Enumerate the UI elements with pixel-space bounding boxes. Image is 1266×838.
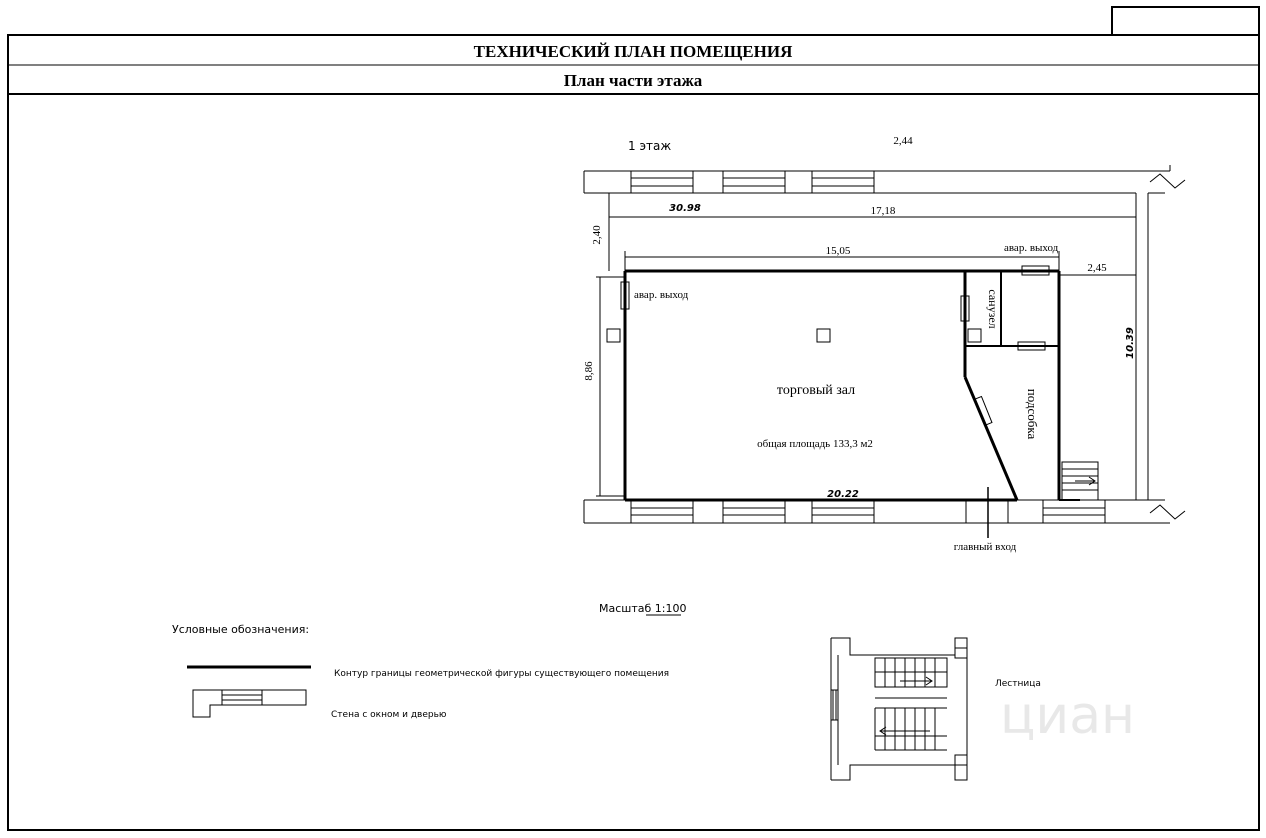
legend-title: Условные обозначения: [172,623,310,636]
bottom-windows [631,500,1105,523]
legend-contour-text: Контур границы геометрической фигуры существующего помещения [334,669,670,679]
wall-break-top [1150,165,1185,188]
floor-label: 1 этаж [628,139,672,153]
legend-wall-symbol [193,690,306,717]
legend-stairs-text: Лестница [995,679,1041,689]
room-wc: санузел [986,289,1000,329]
wall-break-bottom [1150,505,1185,519]
watermark: циан [1000,686,1136,746]
room-utility: подсобка [1025,388,1040,440]
columns [607,329,981,342]
dim-top-outer: 2,44 [893,135,913,147]
emergency-exit-top: авар. выход [1004,242,1059,254]
dim-room-depth: 8,86 [583,361,595,381]
dim-right-depth: 10.39 [1125,327,1136,359]
right-wall [1136,193,1165,500]
dim-building-length: 30.98 [669,203,701,214]
room-total-area: общая площадь 133,3 м2 [757,438,873,450]
page-title: ТЕХНИЧЕСКИЙ ПЛАН ПОМЕЩЕНИЯ [473,42,793,61]
dim-bottom-length: 20.22 [827,489,859,500]
floor-plan [584,165,1185,538]
bottom-wall [584,500,1170,523]
dim-left-upper: 2,40 [591,225,603,245]
dim-wall-length: 17,18 [870,205,896,217]
dimension-lines [596,193,1136,496]
page-subtitle: План части этажа [563,71,703,90]
legend-wall-text: Стена с окном и дверью [331,710,447,720]
scale-label: Масштаб 1:100 [599,602,687,615]
dim-room-length: 15,05 [825,245,851,257]
top-wall [584,171,1170,193]
dim-right-offset: 2,45 [1087,262,1107,274]
top-windows [631,171,874,193]
room-sales-hall: торговый зал [776,383,856,398]
legend-stairs-symbol [831,638,967,780]
main-entrance-label: главный вход [953,541,1017,553]
stairs-corner [1062,462,1098,500]
emergency-exit-left: авар. выход [634,289,689,301]
